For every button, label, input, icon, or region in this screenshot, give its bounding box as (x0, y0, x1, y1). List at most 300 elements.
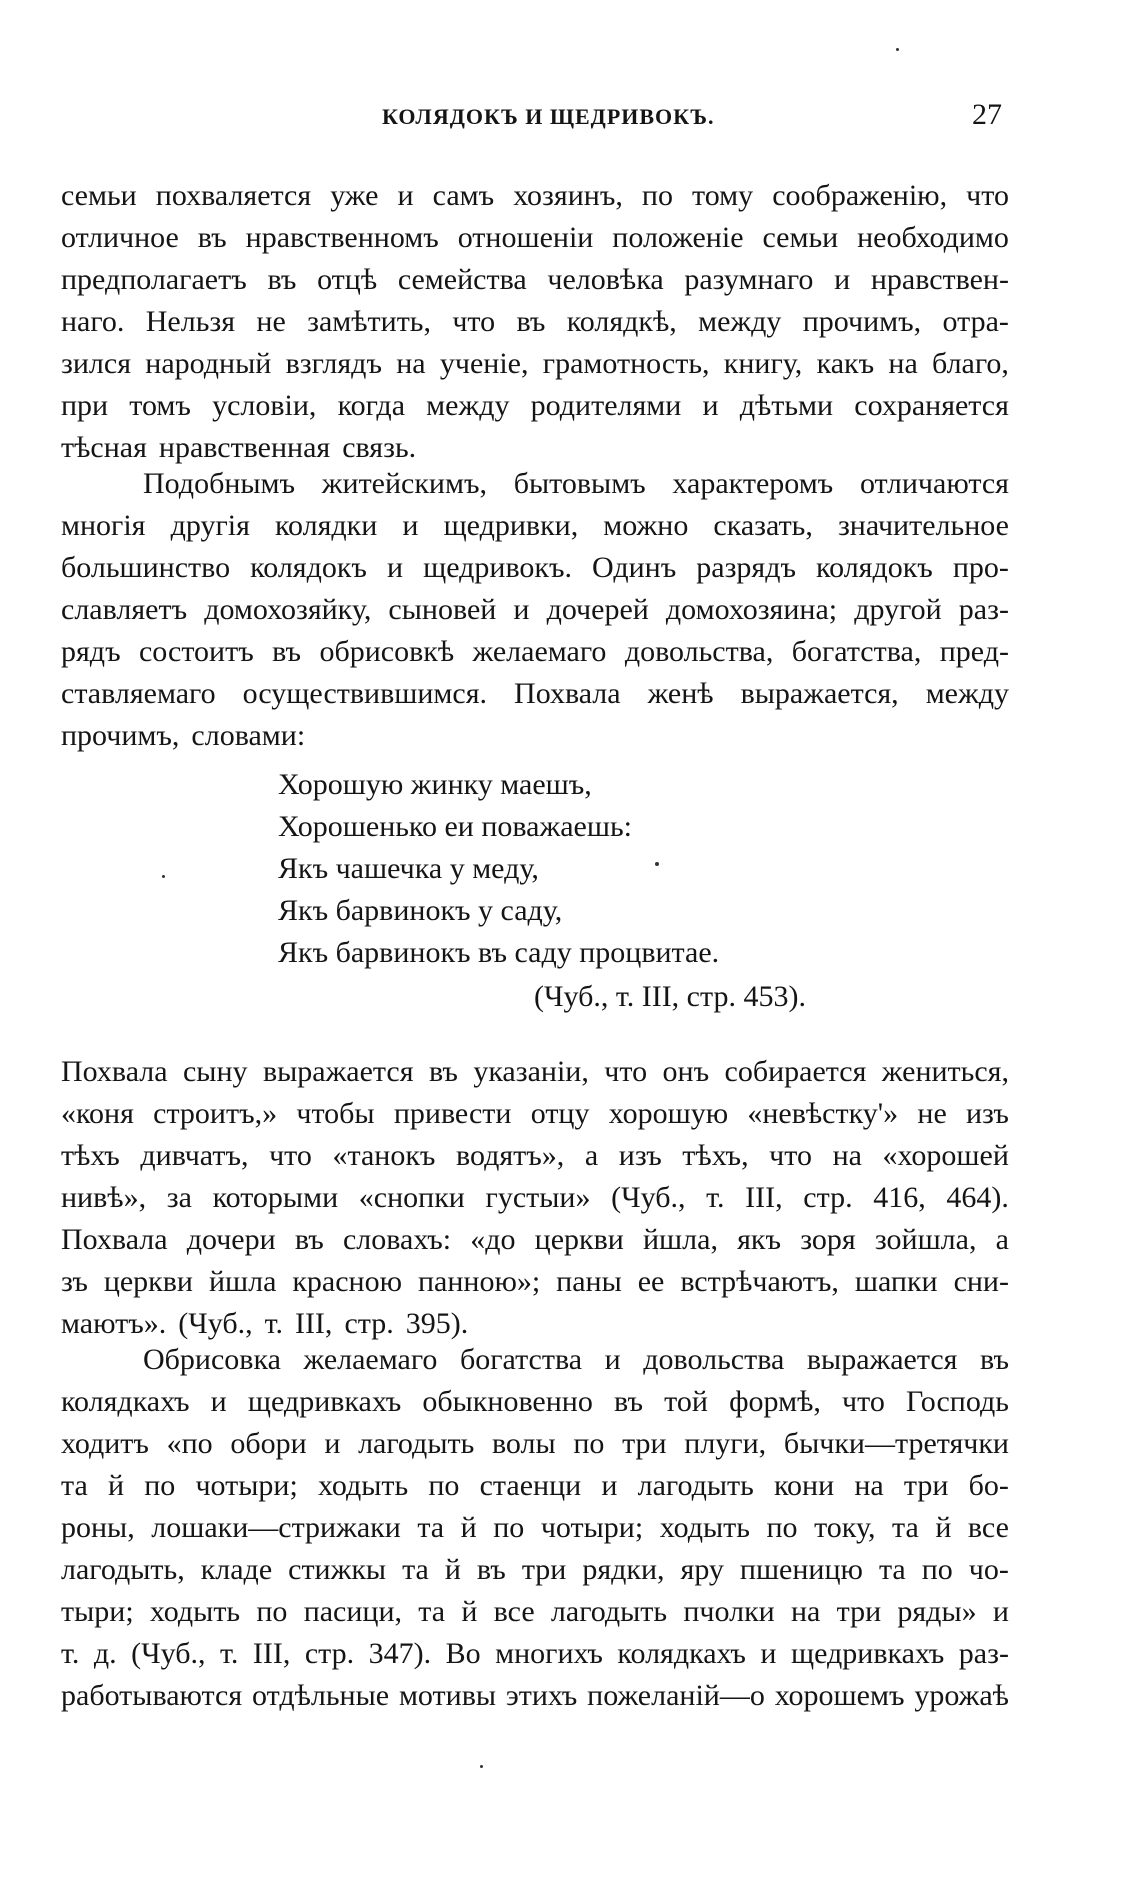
word: й (461, 1595, 478, 1628)
paragraph-3 (61, 1051, 1009, 1345)
word: многія (61, 509, 146, 542)
text-line (61, 1219, 1009, 1261)
word: красною (292, 1265, 403, 1298)
word: тому (692, 179, 754, 212)
word: по (573, 1427, 605, 1460)
word: похваляется (155, 179, 312, 212)
word: отношеніи (457, 221, 594, 254)
word: щедривкахъ (247, 1385, 402, 1418)
word: дивчатъ, (140, 1139, 249, 1172)
word: (Чуб., (178, 1307, 253, 1340)
word: на (396, 347, 426, 380)
word: домохозяина; (665, 593, 838, 626)
word: три (521, 1553, 567, 1586)
word: лагодыть (358, 1427, 475, 1460)
word: сохраняется (854, 389, 1009, 422)
word: и (397, 179, 414, 212)
word: рядки, (582, 1553, 665, 1586)
word: по (493, 1511, 525, 1544)
word: предполагаетъ (61, 263, 247, 296)
word: состоитъ (138, 635, 254, 668)
word: дочерей (546, 593, 649, 626)
word: выражается (806, 1343, 958, 1376)
word: выражается, (740, 677, 899, 710)
word: ряды» (897, 1595, 977, 1628)
word: чотыри; (540, 1511, 644, 1544)
word: на (888, 347, 918, 380)
word: большинство (61, 551, 231, 584)
verse-line: Якъ чашечка у меду, (278, 852, 539, 885)
word: йшла (208, 1265, 277, 1298)
word: дочери (186, 1223, 276, 1256)
word: что (769, 1139, 812, 1172)
word: отра- (942, 305, 1009, 338)
word: три (622, 1427, 667, 1460)
word: а (584, 1139, 599, 1172)
word: по (428, 1469, 460, 1502)
word: нравственная (158, 431, 331, 464)
word: въ (272, 635, 302, 668)
word: колядкахъ (617, 1637, 746, 1670)
word: собирается (724, 1055, 867, 1088)
word: раз- (958, 1637, 1009, 1670)
word: маютъ». (61, 1307, 167, 1340)
word: йшла, (643, 1223, 718, 1256)
word: формѣ, (729, 1385, 821, 1418)
word: й (444, 1553, 461, 1586)
word: значительное (837, 509, 1009, 542)
word: изъ (966, 1097, 1009, 1130)
word: й (935, 1511, 952, 1544)
word: отдѣльные (252, 1679, 390, 1712)
word: рядъ (61, 635, 121, 668)
word: томъ (129, 389, 191, 422)
word: плуги, (684, 1427, 767, 1460)
word: раз- (958, 593, 1009, 626)
word: народный (145, 347, 272, 380)
word: т. (706, 1181, 725, 1214)
word: щедривки, (443, 509, 579, 542)
word: желаемаго (472, 635, 607, 668)
word: въ (428, 1055, 458, 1088)
word: колядкѣ, (566, 305, 677, 338)
word: что (269, 1139, 312, 1172)
word: не (256, 305, 286, 338)
word: въ (197, 221, 227, 254)
word: по (921, 1553, 953, 1586)
word: та (417, 1511, 445, 1544)
ink-speck (896, 48, 899, 51)
word: колядки (274, 509, 378, 542)
text-line (61, 301, 1009, 343)
word: изъ (618, 1139, 662, 1172)
word: по (256, 1595, 288, 1628)
text-line (61, 1135, 1009, 1177)
word: тѣхъ (61, 1139, 120, 1172)
word: семьи (61, 179, 137, 212)
text-line (61, 589, 1009, 631)
word: хорошемъ (774, 1679, 905, 1712)
word: та (878, 1553, 906, 1586)
word: указаніи, (473, 1055, 589, 1088)
ink-speck (162, 875, 165, 878)
ink-speck (655, 862, 659, 866)
word: по (144, 1469, 176, 1502)
word: щедривкахъ (790, 1637, 945, 1670)
word: замѣтить, (307, 305, 431, 338)
word: между (426, 389, 510, 422)
word: хозяинъ, (513, 179, 623, 212)
text-line (61, 175, 1009, 217)
word: тыри; (61, 1595, 134, 1628)
word: лагодыть (550, 1595, 668, 1628)
word: колядокъ (250, 551, 367, 584)
word: словами: (191, 719, 306, 752)
word: якъ (737, 1223, 782, 1256)
word: родителями (530, 389, 682, 422)
word: ходитъ (61, 1427, 149, 1460)
word: чотыри; (195, 1469, 298, 1502)
word: Одинъ (592, 551, 677, 584)
word: и (387, 551, 404, 584)
verse-citation: (Чуб., т. III, стр. 453). (534, 980, 806, 1013)
word: обрисовкѣ (319, 635, 455, 668)
running-title: КОЛЯДОКЪ И ЩЕДРИВОКЪ. (382, 104, 715, 129)
word: тѣхъ, (682, 1139, 749, 1172)
word: водятъ», (456, 1139, 565, 1172)
word: кладе (200, 1553, 273, 1586)
text-line (61, 1177, 1009, 1219)
word: «до (470, 1223, 516, 1256)
word: словахъ: (342, 1223, 452, 1256)
word: яру (680, 1553, 724, 1586)
word: и (760, 1637, 777, 1670)
word: когда (337, 389, 406, 422)
word: стаенци (479, 1469, 582, 1502)
text-line (61, 1549, 1009, 1591)
word: и (402, 509, 419, 542)
word: ученіе, (439, 347, 529, 380)
word: зойшла, (874, 1223, 977, 1256)
word: (Чуб., (131, 1637, 206, 1670)
text-line (61, 1633, 1009, 1675)
word: лагодыть, (61, 1553, 185, 1586)
word: благо, (932, 347, 1009, 380)
word: т. (219, 1637, 239, 1670)
word: ее (637, 1265, 665, 1298)
word: густыи» (485, 1181, 591, 1214)
word: току, (814, 1511, 876, 1544)
word: Подобнымъ (143, 467, 296, 500)
word: тѣсная (61, 431, 147, 464)
word: й (107, 1469, 125, 1502)
word: про- (952, 551, 1009, 584)
word: дѣтьми (739, 389, 834, 422)
word: й (460, 1511, 477, 1544)
word: домохозяйку, (204, 593, 372, 626)
word: женѣ (647, 677, 714, 710)
word: при (61, 389, 109, 422)
word: многихъ (495, 1637, 603, 1670)
word: наго. (61, 305, 125, 338)
word: богатства (459, 1343, 583, 1376)
text-line (61, 715, 1009, 757)
paragraph-2 (61, 463, 1009, 757)
word: паны (556, 1265, 622, 1298)
word: обори (230, 1427, 307, 1460)
word: положеніе (612, 221, 744, 254)
word: прочимъ, (802, 305, 922, 338)
paragraph-1 (61, 175, 1009, 469)
word: III, (294, 1307, 333, 1340)
word: желаемаго (303, 1343, 438, 1376)
word: чо- (968, 1553, 1009, 1586)
word: грамотность, (542, 347, 710, 380)
word: что (452, 305, 496, 338)
word: отцу (530, 1097, 590, 1130)
word: сыну (182, 1055, 248, 1088)
word: стр. (304, 1637, 355, 1670)
word: сыновей (388, 593, 497, 626)
ink-speck (480, 1765, 483, 1768)
verse-line: Хорошую жинку маешъ, (278, 768, 592, 801)
word: три (903, 1469, 949, 1502)
word: бо- (968, 1469, 1009, 1502)
word: связь. (342, 431, 417, 464)
word: и (702, 389, 719, 422)
word: на (832, 1139, 862, 1172)
text-line (61, 1507, 1009, 1549)
word: на (854, 1469, 884, 1502)
word: стижкы (288, 1553, 387, 1586)
word: волы (491, 1427, 556, 1460)
word: хорошую (608, 1097, 729, 1130)
word: Похвала (514, 677, 621, 710)
word: привести (393, 1097, 512, 1130)
word: соображенію, (772, 179, 948, 212)
word: пшеницю (739, 1553, 863, 1586)
word: 464). (946, 1181, 1009, 1214)
word: т. (61, 1637, 80, 1670)
word: т. (264, 1307, 283, 1340)
word: Господь (906, 1385, 1009, 1418)
word: житейскимъ, (321, 467, 487, 500)
word: три (836, 1595, 882, 1628)
word: другой (854, 593, 942, 626)
text-line (61, 1261, 1009, 1303)
word: зился (61, 347, 131, 380)
word: обыкновенно (422, 1385, 593, 1418)
word: церкви (103, 1265, 193, 1298)
word: та (891, 1511, 919, 1544)
word: можно (603, 509, 689, 542)
text-line (61, 1675, 1009, 1717)
word: ходыть (149, 1595, 241, 1628)
word: та (402, 1553, 429, 1586)
text-line (61, 505, 1009, 547)
word: кони (773, 1469, 835, 1502)
text-line (61, 217, 1009, 259)
word: въ (516, 305, 546, 338)
word: 347). (368, 1637, 432, 1670)
text-line (61, 1051, 1009, 1093)
word: нивѣ», (61, 1181, 147, 1214)
word: семейства (397, 263, 527, 296)
word: въ (476, 1553, 506, 1586)
word: все (967, 1511, 1009, 1544)
text-line (61, 673, 1009, 715)
word: шапки (854, 1265, 938, 1298)
word: III, (745, 1181, 783, 1214)
word: той (664, 1385, 708, 1418)
word: пасици, (303, 1595, 403, 1628)
word: семьи (762, 221, 839, 254)
word: бытовымъ (513, 467, 646, 500)
word: богатства, (791, 635, 922, 668)
word: стр. (803, 1181, 853, 1214)
word: ставляемаго (61, 677, 216, 710)
word: что (842, 1385, 885, 1418)
word: «коня (61, 1097, 134, 1130)
word: отличаются (859, 467, 1009, 500)
word: встрѣчаютъ, (680, 1265, 839, 1298)
word: щедривокъ. (423, 551, 572, 584)
word: «по (166, 1427, 213, 1460)
word: какъ (816, 347, 875, 380)
word: панною»; (417, 1265, 541, 1298)
text-line (61, 1591, 1009, 1633)
word: въ (267, 263, 297, 296)
word: нравствен- (870, 263, 1009, 296)
word: пожеланій—о (587, 1679, 765, 1712)
word: которыми (212, 1181, 339, 1214)
word: стр. (344, 1307, 394, 1340)
word: и (210, 1385, 227, 1418)
word: «невѣстку'» (747, 1097, 899, 1130)
word: отцѣ (317, 263, 378, 296)
word: довольства (643, 1343, 785, 1376)
word: довольства, (624, 635, 774, 668)
word: чтобы (296, 1097, 375, 1130)
word: «танокъ (332, 1139, 436, 1172)
word: между (925, 677, 1009, 710)
word: въ (614, 1385, 643, 1418)
word: мотивы (398, 1679, 497, 1712)
paragraph-4 (61, 1339, 1009, 1717)
word: Во (445, 1637, 481, 1670)
word: нравственномъ (245, 221, 439, 254)
word: отличное (61, 221, 179, 254)
word: III, (252, 1637, 291, 1670)
word: что (966, 179, 1009, 212)
word: Обрисовка (143, 1343, 281, 1376)
word: не (917, 1097, 947, 1130)
word: прочимъ, (61, 719, 180, 752)
word: «снопки (358, 1181, 465, 1214)
word: въ (294, 1223, 324, 1256)
word: уже (330, 179, 379, 212)
verse-line: Хорошенько еи поважаешь: (278, 810, 632, 843)
word: разрядъ (696, 551, 796, 584)
running-head (0, 98, 1140, 144)
word: осуществившимся. (242, 677, 488, 710)
word: Похвала (61, 1055, 168, 1088)
word: книгу, (723, 347, 803, 380)
word: между (698, 305, 782, 338)
word: церкви (534, 1223, 624, 1256)
word: пред- (939, 635, 1009, 668)
word: сни- (953, 1265, 1009, 1298)
word: урожаѣ (914, 1679, 1009, 1712)
word: условіи, (212, 389, 317, 422)
word: и (604, 1343, 621, 1376)
text-line (61, 1339, 1009, 1381)
word: 395). (405, 1307, 469, 1340)
word: другія (170, 509, 250, 542)
verse-line: Якъ барвинокъ въ саду процвитае. (278, 936, 720, 969)
text-line (61, 547, 1009, 589)
word: лагодыть (637, 1469, 754, 1502)
word: бычки—третячки (783, 1427, 1009, 1460)
word: онъ (662, 1055, 710, 1088)
text-line (61, 385, 1009, 427)
word: разумнаго (684, 263, 814, 296)
word: колядкахъ (61, 1385, 190, 1418)
word: та (61, 1469, 88, 1502)
text-line (61, 259, 1009, 301)
word: роны, (61, 1511, 135, 1544)
text-line (61, 1465, 1009, 1507)
word: Похвала (61, 1223, 168, 1256)
word: и (834, 263, 851, 296)
word: и (601, 1469, 618, 1502)
word: жениться, (881, 1055, 1009, 1088)
word: необходимо (857, 221, 1009, 254)
word: ходыть (317, 1469, 409, 1502)
text-line (61, 343, 1009, 385)
word: взглядъ (285, 347, 382, 380)
word: та (418, 1595, 446, 1628)
text-line (61, 1381, 1009, 1423)
word: въ (980, 1343, 1009, 1376)
word: по (641, 179, 673, 212)
word: а (995, 1223, 1009, 1256)
word: славляетъ (61, 593, 188, 626)
text-line (61, 1423, 1009, 1465)
page-number: 27 (972, 98, 1002, 131)
word: д. (93, 1637, 117, 1670)
word: зоря (800, 1223, 856, 1256)
word: за (166, 1181, 192, 1214)
word: строитъ,» (153, 1097, 278, 1130)
word: колядокъ (816, 551, 933, 584)
word: работываются (61, 1679, 243, 1712)
verse-line: Якъ барвинокъ у саду, (278, 894, 563, 927)
word: и (992, 1595, 1009, 1628)
word: человѣка (547, 263, 664, 296)
word: пчолки (683, 1595, 775, 1628)
word: зъ (61, 1265, 88, 1298)
verse-quote (278, 764, 978, 1018)
word: что (604, 1055, 648, 1088)
word: выражается (262, 1055, 414, 1088)
word: все (493, 1595, 535, 1628)
word: 416, (873, 1181, 926, 1214)
word: и (513, 593, 530, 626)
word: Нельзя (145, 305, 236, 338)
word: лошаки—стрижаки (151, 1511, 401, 1544)
word: самъ (432, 179, 495, 212)
